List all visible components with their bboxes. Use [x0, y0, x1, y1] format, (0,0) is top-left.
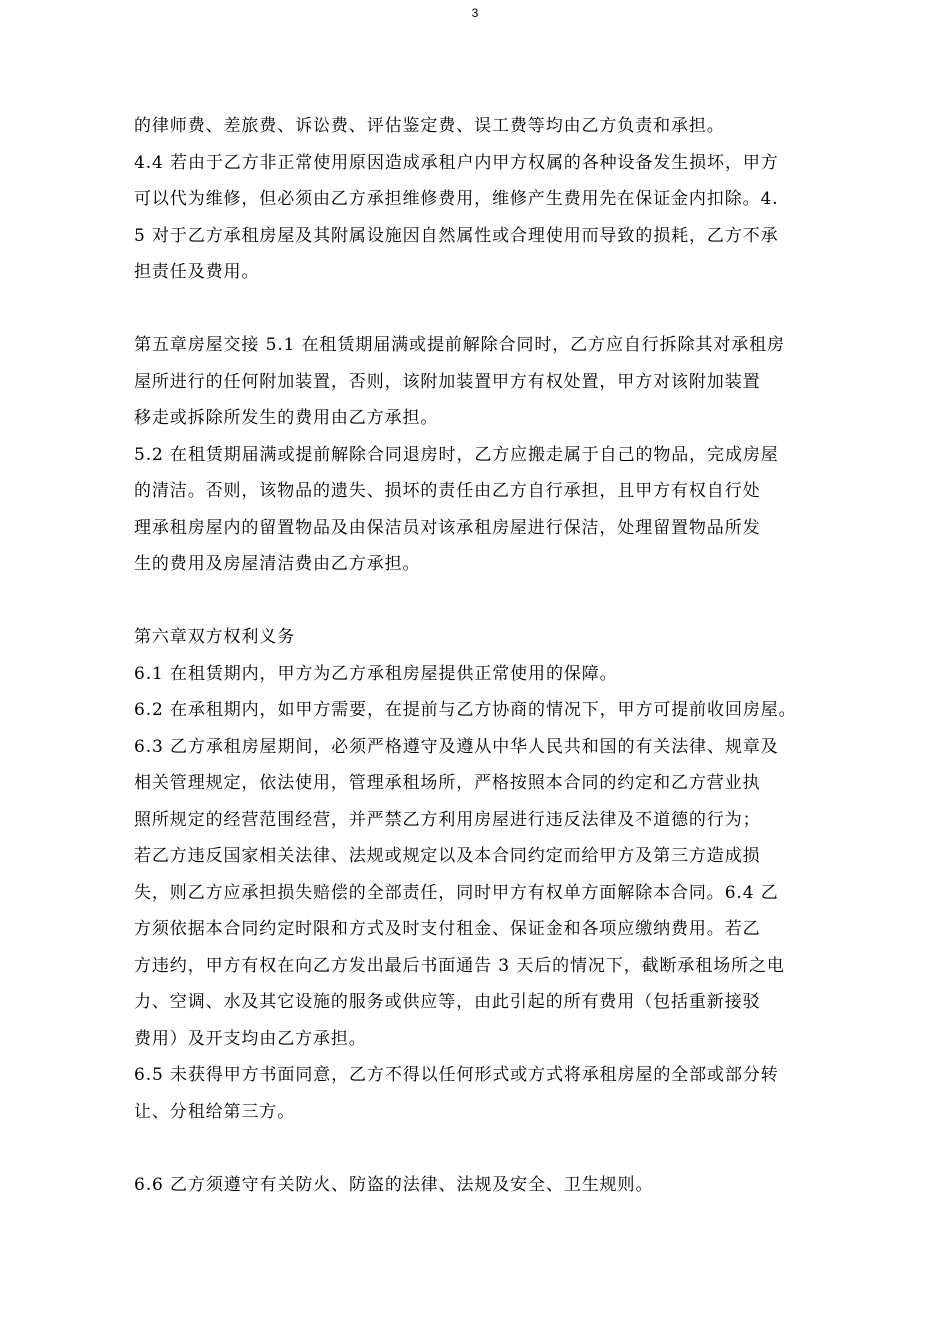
- section-heading: 第六章双方权利义务: [134, 627, 296, 647]
- blank-line: [134, 291, 824, 328]
- blank-line: [134, 583, 824, 620]
- text-line: 5 对于乙方承租房屋及其附属设施因自然属性或合理使用而导致的损耗，乙方不承: [134, 225, 779, 246]
- page-number: 3: [471, 6, 479, 20]
- text-line: 可以代为维修，但必须由乙方承担维修费用，维修产生费用先在保证金内扣除。4.: [134, 189, 779, 209]
- text-line: 方违约，甲方有权在向乙方发出最后书面通告 3 天后的情况下，截断承租场所之电: [134, 955, 785, 976]
- blank-line: [134, 1130, 824, 1167]
- text-line: 6.6 乙方须遵守有关防火、防盗的法律、法规及安全、卫生规则。: [134, 1174, 654, 1195]
- text-line: 6.2 在承租期内，如甲方需要，在提前与乙方协商的情况下，甲方可提前收回房屋。: [134, 700, 797, 720]
- text-line: 6.5 未获得甲方书面同意，乙方不得以任何形式或方式将承租房屋的全部或部分转: [134, 1065, 779, 1085]
- text-line: 方须依据本合同约定时限和方式及时支付租金、保证金和各项应缴纳费用。若乙: [134, 919, 761, 939]
- text-line: 移走或拆除所发生的费用由乙方承担。: [134, 408, 439, 428]
- text-line: 若乙方违反国家相关法律、法规或规定以及本合同约定而给甲方及第三方造成损: [134, 846, 761, 866]
- text-line: 的清洁。否则，该物品的遗失、损坏的责任由乙方自行承担，且甲方有权自行处: [134, 481, 761, 501]
- text-line: 的律师费、差旅费、诉讼费、评估鉴定费、误工费等均由乙方负责和承担。: [134, 116, 725, 136]
- text-line: 费用）及开支均由乙方承担。: [134, 1028, 367, 1049]
- text-line: 让、分租给第三方。: [134, 1101, 296, 1122]
- text-line: 相关管理规定，依法使用，管理承租场所，严格按照本合同的约定和乙方营业执: [134, 773, 761, 793]
- text-line: 6.3 乙方承租房屋期间，必须严格遵守及遵从中华人民共和国的有关法律、规章及: [134, 736, 779, 757]
- text-line: 失，则乙方应承担损失赔偿的全部责任，同时甲方有权单方面解除本合同。6.4 乙: [134, 882, 779, 903]
- text-line: 理承租房屋内的留置物品及由保洁员对该承租房屋进行保洁，处理留置物品所发: [134, 517, 761, 538]
- document-body: [134, 108, 824, 1203]
- text-line: 6.1 在租赁期内，甲方为乙方承租房屋提供正常使用的保障。: [134, 663, 618, 684]
- text-line: 担责任及费用。: [134, 262, 260, 282]
- text-line: 力、空调、水及其它设施的服务或供应等，由此引起的所有费用（包括重新接驳: [134, 992, 761, 1012]
- text-line: 照所规定的经营范围经营，并严禁乙方利用房屋进行违反法律及不道德的行为；: [134, 809, 761, 830]
- text-line: 4.4 若由于乙方非正常使用原因造成承租户内甲方权属的各种设备发生损坏，甲方: [134, 152, 779, 173]
- text-line: 第五章房屋交接 5.1 在租赁期届满或提前解除合同时，乙方应自行拆除其对承租房: [134, 335, 785, 355]
- text-line: 生的费用及房屋清洁费由乙方承担。: [134, 554, 421, 574]
- text-line: 5.2 在租赁期届满或提前解除合同退房时，乙方应搬走属于自己的物品，完成房屋: [134, 444, 779, 465]
- text-line: 屋所进行的任何附加装置，否则，该附加装置甲方有权处置，甲方对该附加装置: [134, 371, 761, 392]
